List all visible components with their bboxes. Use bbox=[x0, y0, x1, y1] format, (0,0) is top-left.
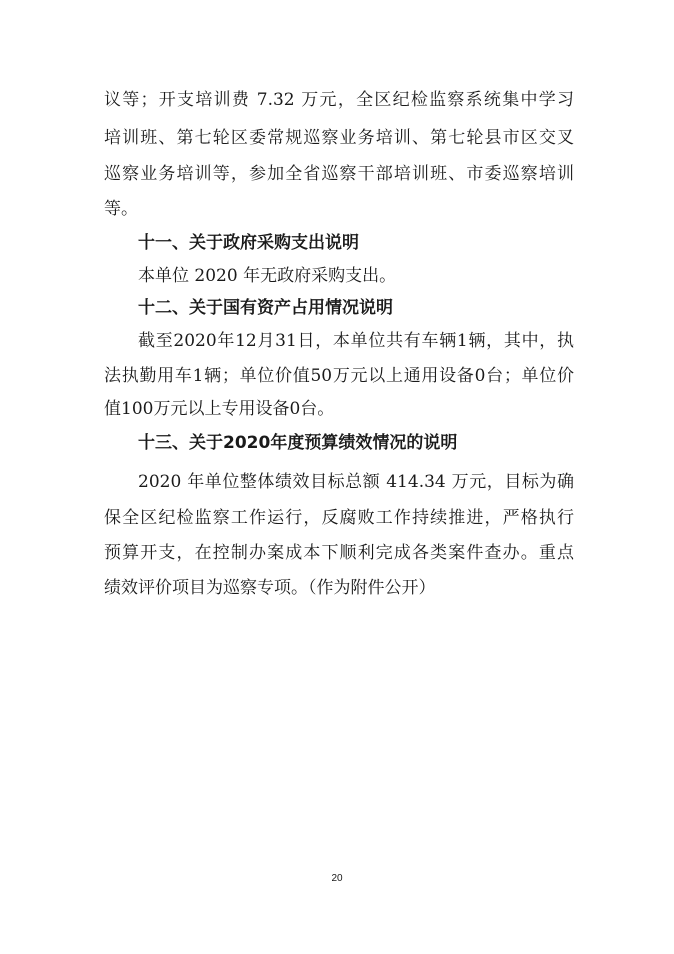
paragraph-line: 2020 年单位整体绩效目标总额 414.34 万元，目标为确 bbox=[138, 472, 574, 492]
paragraph-line: 绩效评价项目为巡察专项。（作为附件公开） bbox=[104, 578, 436, 598]
page-number: 20 bbox=[331, 873, 343, 884]
paragraph-line: 值100万元以上专用设备0台。 bbox=[104, 399, 335, 419]
paragraph-line: 巡察业务培训等，参加全省巡察干部培训班、市委巡察培训 bbox=[104, 164, 574, 184]
section-heading-11: 十一、关于政府采购支出说明 bbox=[138, 233, 359, 253]
paragraph-line: 保全区纪检监察工作运行，反腐败工作持续推进，严格执行 bbox=[104, 508, 574, 528]
section-heading-12: 十二、关于国有资产占用情况说明 bbox=[138, 298, 393, 318]
paragraph-line: 截至2020年12月31日，本单位共有车辆1辆，其中，执 bbox=[138, 331, 574, 351]
paragraph-line: 等。 bbox=[104, 199, 138, 219]
paragraph-line: 议等；开支培训费 7.32 万元，全区纪检监察系统集中学习 bbox=[104, 90, 574, 110]
paragraph-line: 培训班、第七轮区委常规巡察业务培训、第七轮县市区交叉 bbox=[104, 128, 574, 148]
section-heading-13: 十三、关于2020年度预算绩效情况的说明 bbox=[138, 433, 458, 453]
paragraph-line: 本单位 2020 年无政府采购支出。 bbox=[138, 266, 397, 286]
paragraph-line: 法执勤用车1辆；单位价值50万元以上通用设备0台；单位价 bbox=[104, 366, 574, 386]
paragraph-line: 预算开支，在控制办案成本下顺利完成各类案件查办。重点 bbox=[104, 543, 574, 563]
